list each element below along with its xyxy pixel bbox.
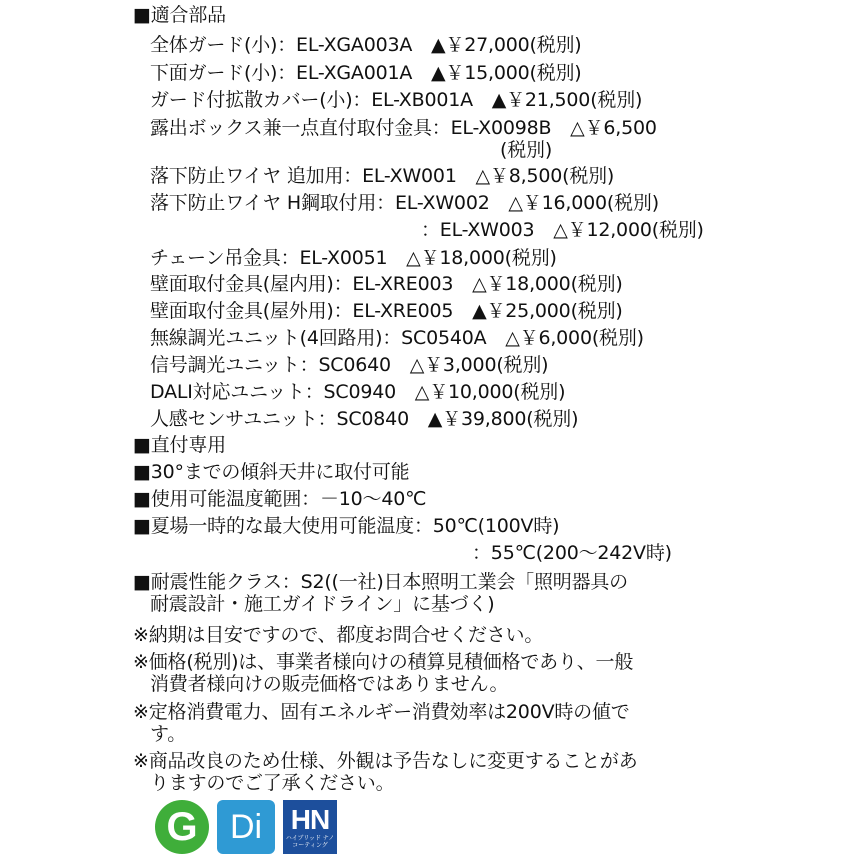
section-heading-compatible-parts: ■適合部品 xyxy=(133,4,226,26)
spec-sloped-ceiling: ■30°までの傾斜天井に取付可能 xyxy=(133,461,410,483)
spec-max-temp-200v: ：55℃(200～242V時) xyxy=(472,542,672,564)
spec-temperature-range: ■使用可能温度範囲：－10～40℃ xyxy=(133,488,427,510)
part-wall-bracket-outdoor: 壁面取付金具(屋外用)：EL-XRE005 ▲￥25,000(税別) xyxy=(150,300,623,322)
green-g-logo xyxy=(155,800,209,854)
di-logo-text: Di xyxy=(229,807,263,846)
part-drop-wire-add: 落下防止ワイヤ 追加用：EL-XW001 △￥8,500(税別) xyxy=(150,165,615,187)
note-delivery: ※納期は目安ですので、都度お問合せください。 xyxy=(133,624,544,646)
hn-logo-subtext: ハイブリッド ナノコーティング xyxy=(285,836,335,849)
part-wall-bracket-indoor: 壁面取付金具(屋内用)：EL-XRE003 △￥18,000(税別) xyxy=(150,273,623,295)
note-power-1: ※定格消費電力、固有エネルギー消費効率は200V時の値で xyxy=(133,701,630,723)
di-logo xyxy=(217,800,275,854)
part-bottom-guard: 下面ガード(小)：EL-XGA001A ▲￥15,000(税別) xyxy=(150,62,582,84)
spec-seismic-class-2: 耐震設計・施工ガイドライン」に基づく) xyxy=(150,593,495,615)
part-wireless-dimmer: 無線調光ユニット(4回路用)：SC0540A △￥6,000(税別) xyxy=(150,327,644,349)
part-signal-dimmer: 信号調光ユニット：SC0640 △￥3,000(税別) xyxy=(150,354,549,376)
note-spec-change-2: りますのでご了承ください。 xyxy=(150,772,395,794)
part-chain-hanger: チェーン吊金具：EL-X0051 △￥18,000(税別) xyxy=(150,247,557,269)
green-g-logo-text: G xyxy=(166,804,198,849)
part-exposed-box-bracket: 露出ボックス兼一点直付取付金具：EL-X0098B △￥6,500 xyxy=(150,117,657,139)
note-price-2: 消費者様向けの販売価格ではありません。 xyxy=(150,673,509,695)
part-diffuser-cover: ガード付拡散カバー(小)：EL-XB001A ▲￥21,500(税別) xyxy=(150,89,643,111)
part-drop-wire-hbeam-2: ：EL-XW003 △￥12,000(税別) xyxy=(421,219,704,241)
hybrid-nano-coating-logo xyxy=(283,800,337,854)
part-full-guard: 全体ガード(小)：EL-XGA003A ▲￥27,000(税別) xyxy=(150,34,582,56)
spec-seismic-class-1: ■耐震性能クラス：S2((一社)日本照明工業会「照明器具の xyxy=(133,571,628,593)
note-price-1: ※価格(税別)は、事業者様向けの積算見積価格であり、一般 xyxy=(133,651,634,673)
note-power-2: す。 xyxy=(150,723,187,745)
part-motion-sensor: 人感センサユニット：SC0840 ▲￥39,800(税別) xyxy=(150,408,579,430)
part-exposed-box-tax-note: (税別) xyxy=(500,139,553,161)
certification-logos xyxy=(155,800,337,854)
part-drop-wire-hbeam-1: 落下防止ワイヤ H鋼取付用：EL-XW002 △￥16,000(税別) xyxy=(150,192,659,214)
spec-max-temp-100v: ■夏場一時的な最大使用可能温度：50℃(100V時) xyxy=(133,515,560,537)
part-dali-unit: DALI対応ユニット：SC0940 △￥10,000(税別) xyxy=(150,381,566,403)
spec-direct-mount-only: ■直付専用 xyxy=(133,434,226,456)
hn-logo-text: HN xyxy=(290,804,330,835)
note-spec-change-1: ※商品改良のため仕様、外観は予告なしに変更することがあ xyxy=(133,750,638,772)
